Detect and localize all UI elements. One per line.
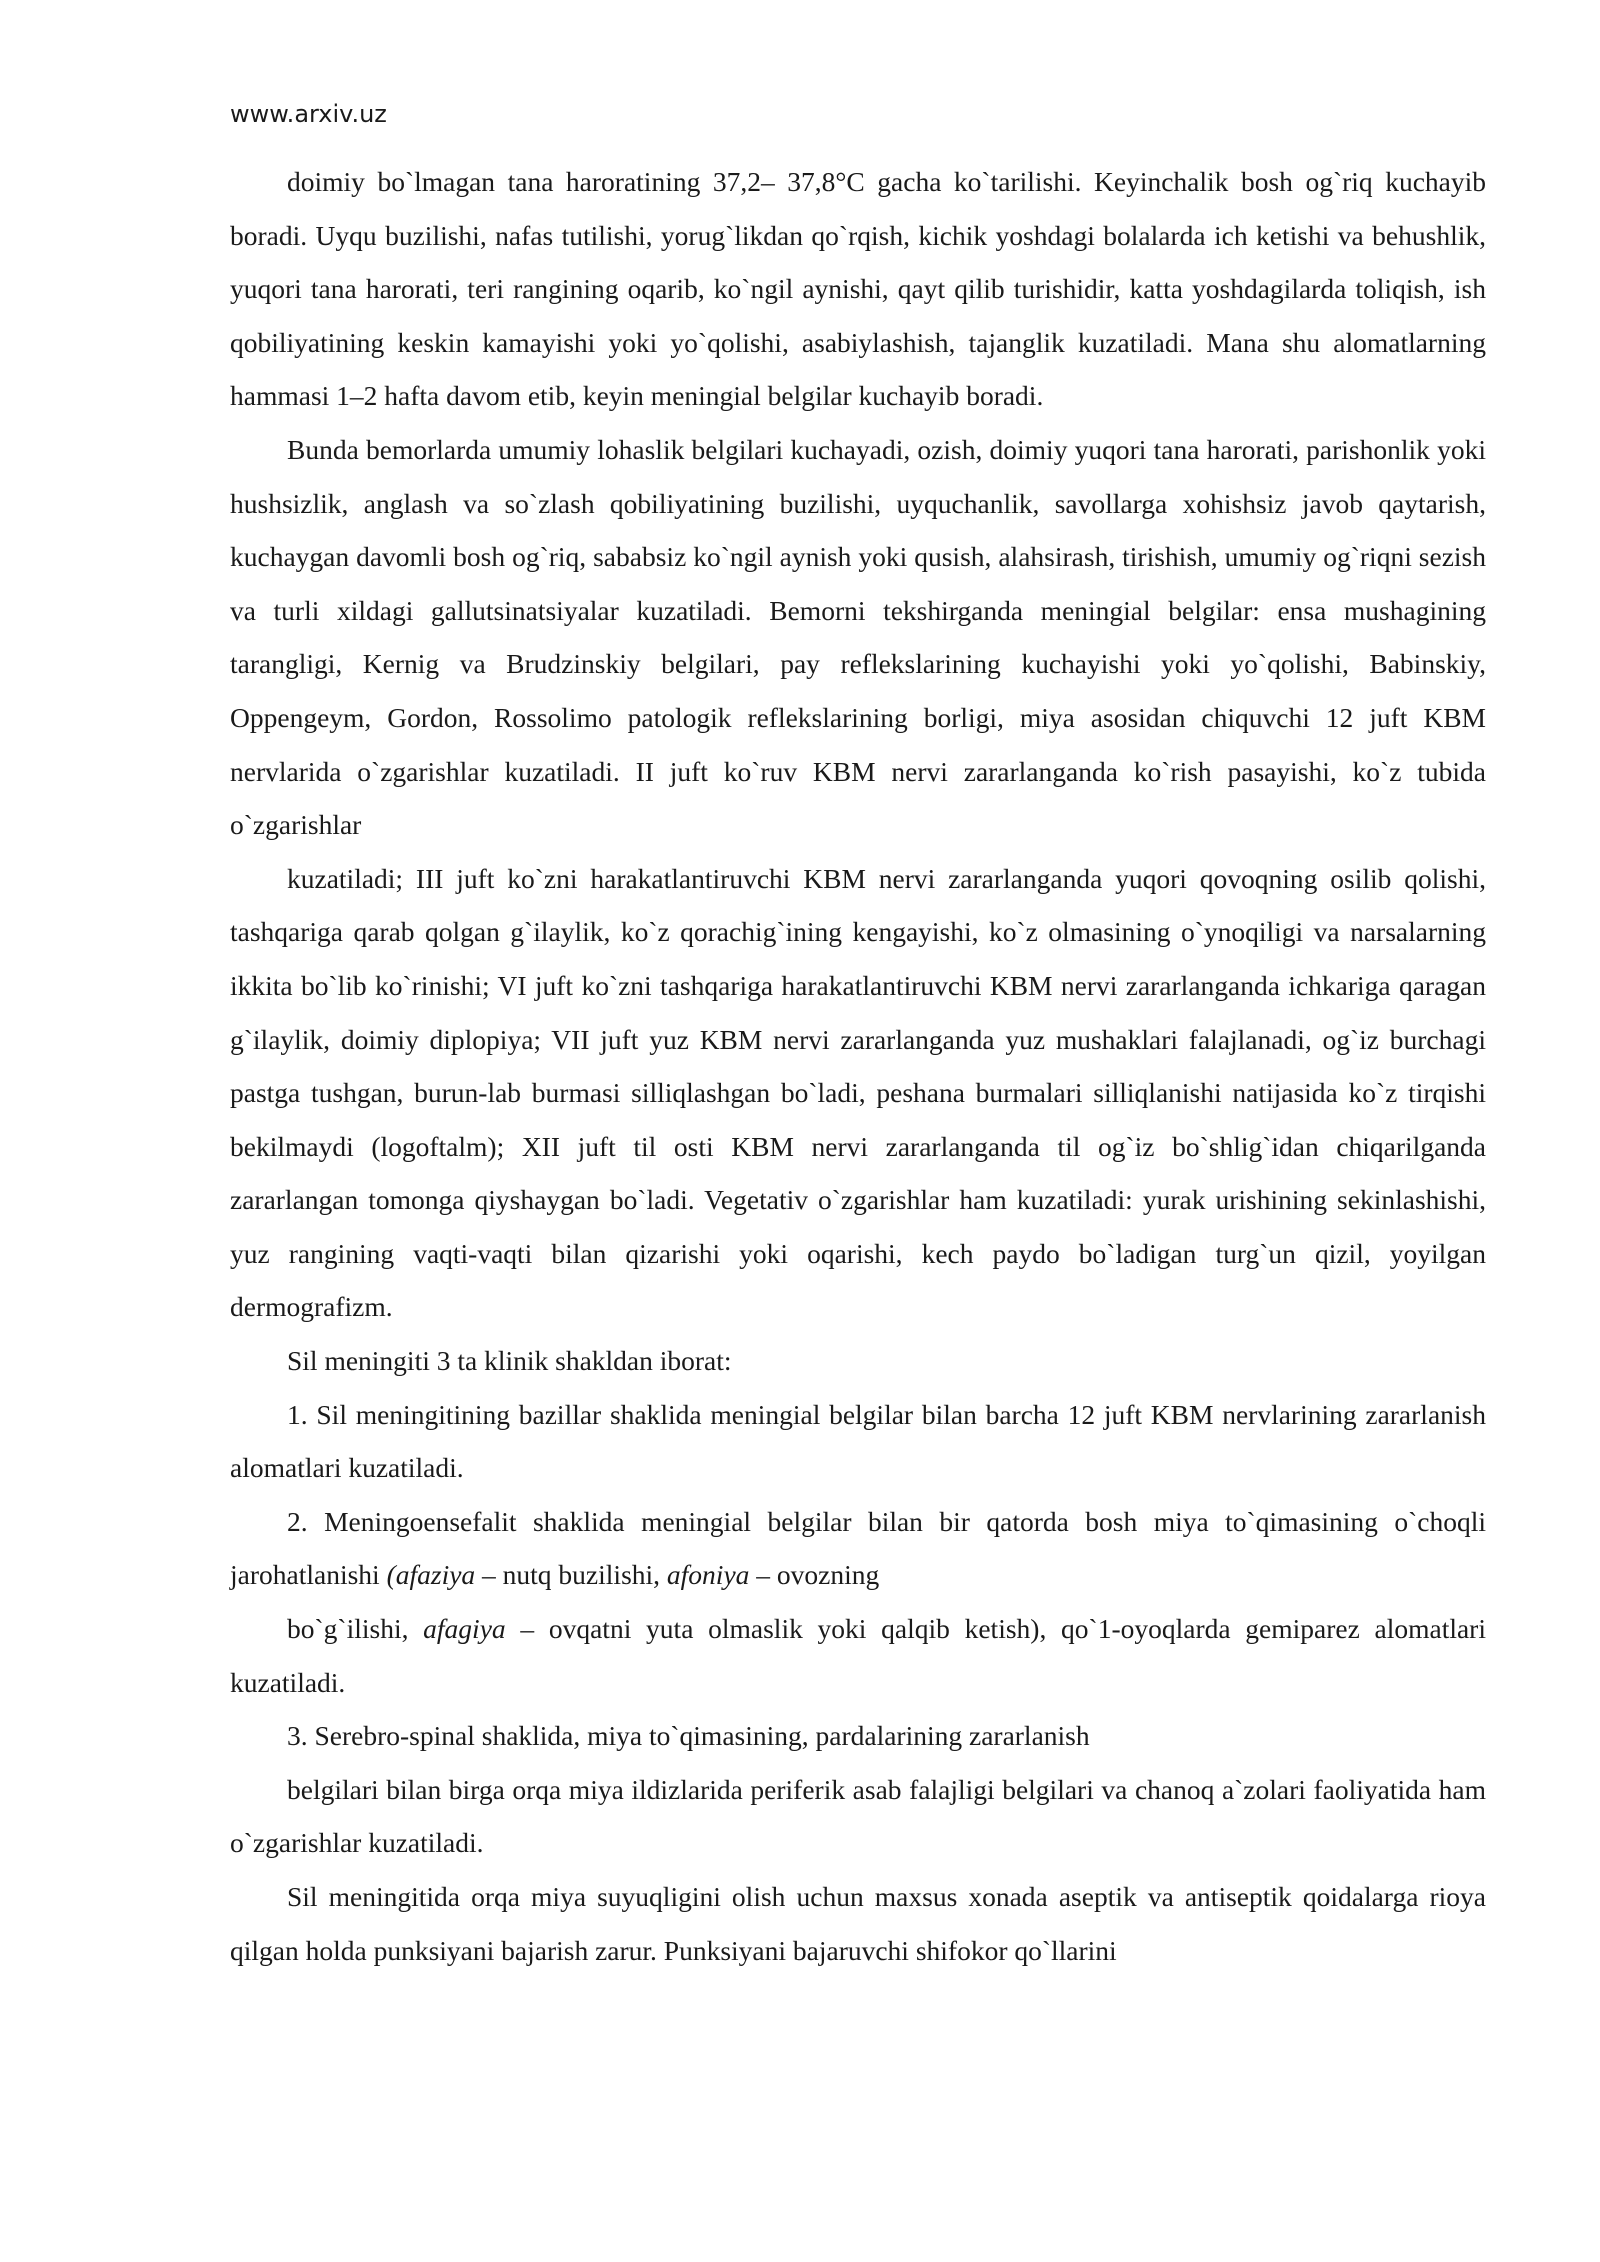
paragraph-8: 3. Serebro-spinal shaklida, miya to`qimasining, pardalarining zararlanish (287, 1720, 1090, 1752)
paragraph-6-mid: – nutq buzilishi, (475, 1559, 667, 1591)
paragraph-9: belgilari bilan birga orqa miya ildizlarida periferik asab falajligi belgilari va chanoq a`zolari faoliyatida ham o`zgarishlar kuzatiladi. (230, 1773, 1486, 1859)
paragraph-6 (230, 1495, 1486, 1602)
paragraph-5: 1. Sil meningitining bazillar shaklida meningial belgilar bilan barcha 12 juft KBM nervlarining zararlanish alomatlari kuzatiladi. (230, 1398, 1486, 1484)
paragraph-1: doimiy bo`lmagan tana haroratining 37,2– 37,8°C gacha ko`tarilishi. Keyinchalik bosh og`riq kuchayib boradi. Uyqu buzilishi, nafas tutilishi, yorug`likdan qo`rqish, kichik yoshdagi bolalarda ich ketishi va behushlik, yuqori tana harorati, teri rangining oqarib, ko`ngil aynishi, qayt qilib turishidir, katta yoshdagilarda toliqish, ish qobiliyatining keskin kamayishi yoki yo`qolishi, asabiylashish, tajanglik kuzatiladi. Mana shu alomatlarning hammasi 1–2 hafta davom etib, keyin meningial belgilar kuchayib boradi. (230, 166, 1486, 412)
paragraph-6-end: – ovozning (749, 1559, 880, 1591)
paragraph-7-end: – ovqatni yuta olmaslik yoki qalqib ketish), qo`1-oyoqlarda gemiparez alomatlari kuzatiladi. (230, 1613, 1486, 1698)
document-body (230, 155, 1486, 1977)
term-afoniya: afoniya (666, 1559, 750, 1591)
term-afagiya: afagiya (423, 1613, 506, 1645)
paragraph-3: kuzatiladi; III juft ko`zni harakatlantiruvchi KBM nervi zararlanganda yuqori qovoqning osilib qolishi, tashqariga qarab qolgan g`ilaylik, ko`z qorachig`ining kengayishi, ko`z olmasining o`ynoqiligi va narsalarning ikkita bo`lib ko`rinishi; VI juft ko`zni tashqariga harakatlantiruvchi KBM nervi zararlanganda ichkariga qaragan g`ilaylik, doimiy diplopiya; VII juft yuz KBM nervi zararlanganda yuz mushaklari falajlanadi, og`iz burchagi pastga tushgan, burun-lab burmasi silliqlashgan bo`ladi, peshana burmalari silliqlanishi natijasida ko`z tirqishi bekilmaydi (logoftalm); XII juft til osti KBM nervi zararlanganda til og`iz bo`shlig`idan chiqarilganda zararlangan tomonga qiyshaygan bo`ladi. Vegetativ o`zgarishlar ham kuzatiladi: yurak urishining sekinlashishi, yuz rangining vaqti-vaqti bilan qizarishi yoki oqarishi, kech paydo bo`ladigan turg`un qizil, yoyilgan dermografizm. (230, 862, 1486, 1323)
paragraph-7 (230, 1602, 1486, 1709)
paragraph-7-start: bo`g`ilishi, (287, 1613, 424, 1645)
paragraph-4: Sil meningiti 3 ta klinik shakldan iborat: (287, 1345, 732, 1377)
paragraph-6-start: 2. Meningoensefalit shaklida meningial belgilar bilan bir qatorda bosh miya to`qimasining o`choqli jarohatlanishi (230, 1505, 1486, 1591)
term-afaziya: (afaziya (386, 1559, 476, 1591)
site-url-header: www.arxiv.uz (230, 100, 387, 128)
paragraph-2: Bunda bemorlarda umumiy lohaslik belgilari kuchayadi, ozish, doimiy yuqori tana harorati, parishonlik yoki hushsizlik, anglash va so`zlash qobiliyatining buzilishi, uyquchanlik, savollarga xohishsiz javob qaytarish, kuchaygan davomli bosh og`riq, sababsiz ko`ngil aynish yoki qusish, alahsirash, tirishish, umumiy og`riqni sezish va turli xildagi gallutsinatsiyalar kuzatiladi. Bemorni tekshirganda meningial belgilar: ensa mushagining tarangligi, Kernig va Brudzinskiy belgilari, pay reflekslarining kuchayishi yoki yo`qolishi, Babinskiy, Oppengeym, Gordon, Rossolimo patologik reflekslarining borligi, miya asosidan chiquvchi 12 juft KBM nervlarida o`zgarishlar kuzatiladi. II juft ko`ruv KBM nervi zararlanganda ko`rish pasayishi, ko`z tubida o`zgarishlar (230, 433, 1486, 841)
paragraph-10: Sil meningitida orqa miya suyuqligini olish uchun maxsus xonada aseptik va antiseptik qoidalarga rioya qilgan holda punksiyani bajarish zarur. Punksiyani bajaruvchi shifokor qo`llarini (230, 1881, 1486, 1966)
